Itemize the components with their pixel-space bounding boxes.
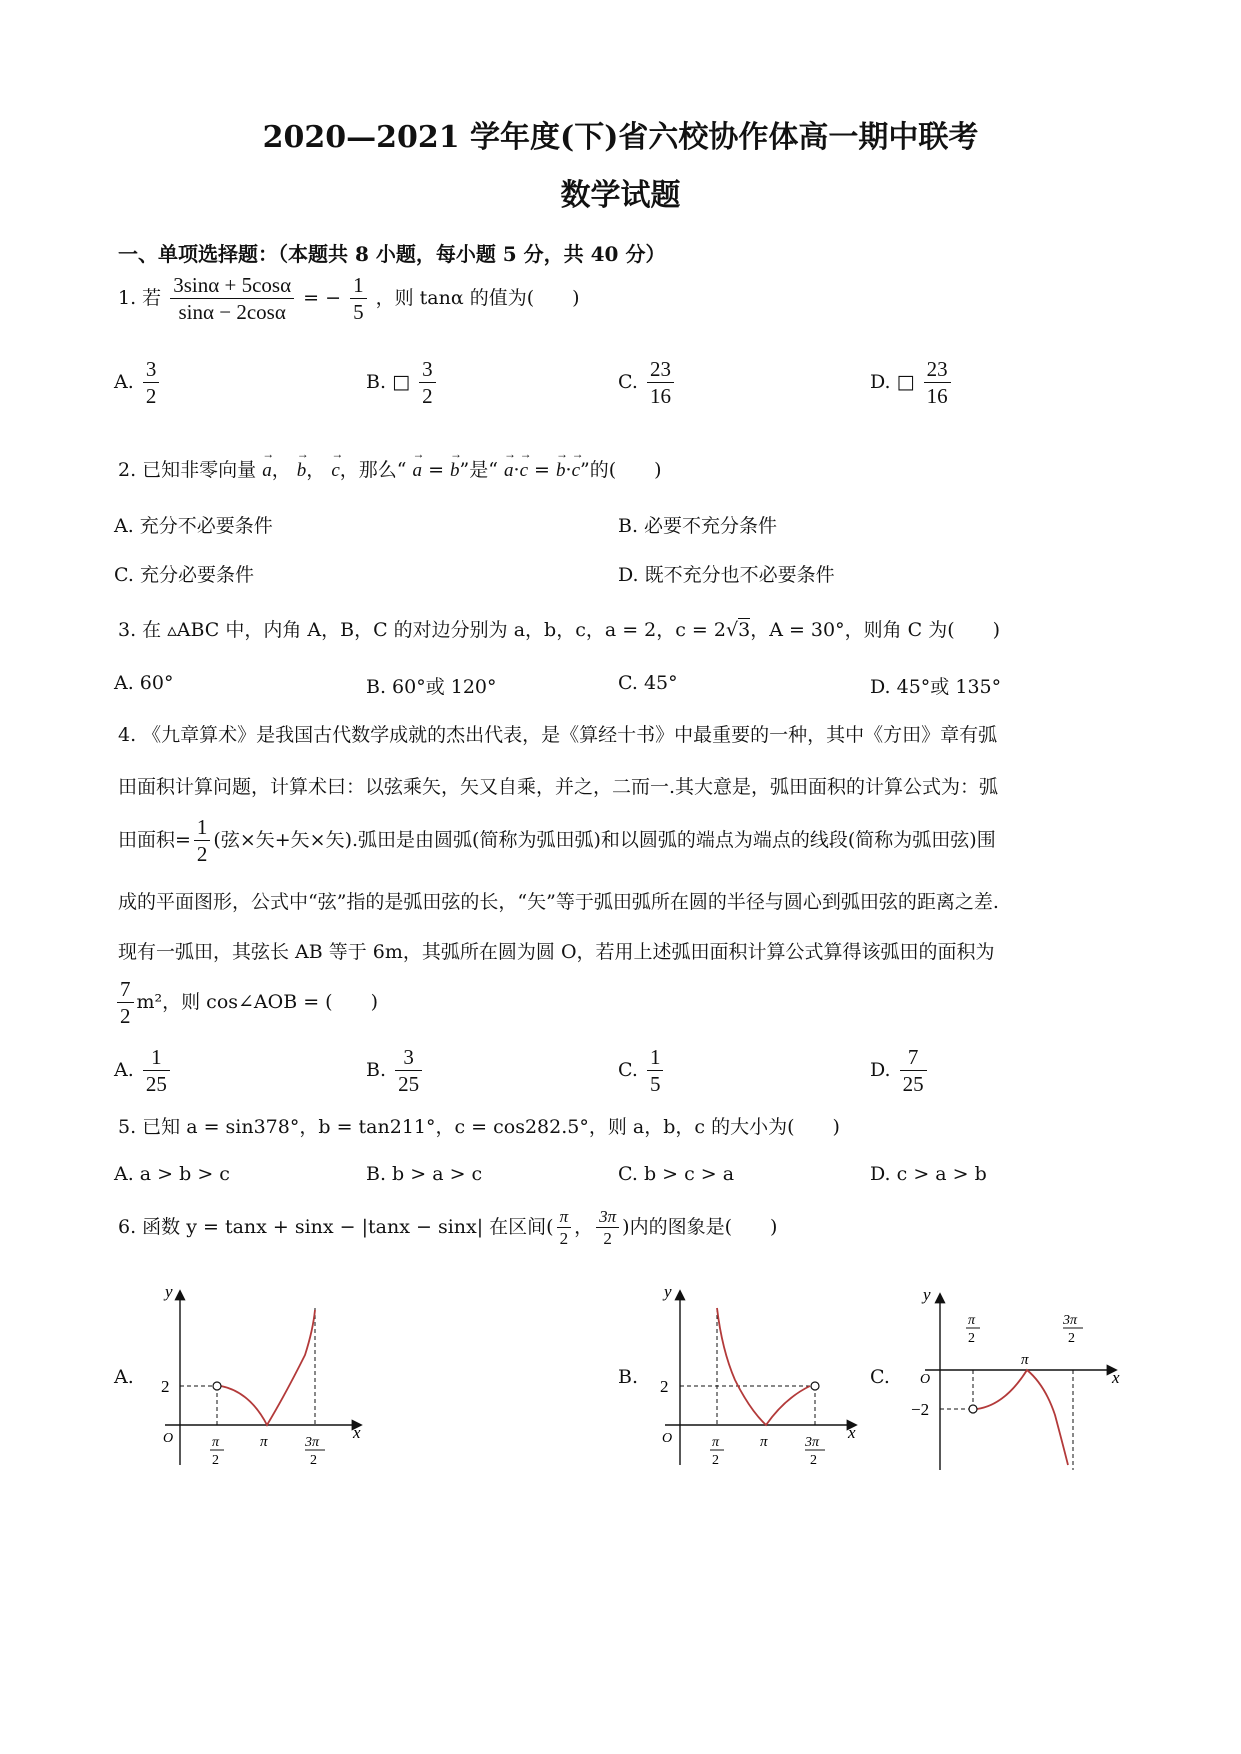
y-axis-label: y <box>923 1285 931 1304</box>
open-point <box>213 1382 221 1390</box>
tick-pi-half-den: 2 <box>712 1453 719 1468</box>
curve <box>221 1310 315 1425</box>
option-num: 1 <box>143 1044 170 1071</box>
q3-text: 3. 在 ▵ABC 中，内角 A，B，C 的对边分别为 a，b，c，a = 2，c = 2 <box>118 619 726 641</box>
q4-option-b <box>366 1044 425 1098</box>
option-label: B. <box>366 370 387 393</box>
q4-line-3 <box>118 814 996 868</box>
tick-pi-half-num: π <box>212 1435 220 1450</box>
frac-num: 3π <box>596 1206 619 1228</box>
q1-tail: ，则 tanα 的值为( ) <box>375 286 580 309</box>
tick-pi-half-num: π <box>712 1435 720 1450</box>
q3-option-c: C. 45° <box>618 672 678 694</box>
frac-num: 1 <box>194 814 211 841</box>
tick-pi: π <box>1021 1352 1029 1368</box>
tick-pi: π <box>260 1434 268 1450</box>
option-den: 2 <box>422 384 433 409</box>
q1-option-a <box>114 356 162 410</box>
graph-label-b: B. <box>618 1366 639 1388</box>
q2-sep: ， <box>306 459 326 481</box>
q5-option-c: C. b > c > a <box>618 1163 735 1185</box>
graph-c <box>905 1285 1135 1475</box>
option-label: B. <box>366 1058 387 1081</box>
open-point <box>811 1382 819 1390</box>
option-den: 25 <box>398 1072 420 1097</box>
frac-num: π <box>557 1206 572 1228</box>
q1-prefix: 1. 若 <box>118 286 162 309</box>
option-label: A. <box>114 1058 134 1081</box>
tick-3pi-half-den: 2 <box>810 1453 817 1468</box>
option-den: 2 <box>145 384 157 409</box>
q5-option-d: D. c > a > b <box>870 1163 987 1185</box>
option-den: 16 <box>649 384 671 409</box>
q4-line-1: 4. 《九章算术》是我国古代数学成就的杰出代表，是《算经十书》中最重要的一种，其中《方田》章有弧 <box>118 724 998 746</box>
option-prefix: □ <box>392 370 411 393</box>
tick-3pi-half-num: 3π <box>305 1435 320 1450</box>
q3-option-a: A. 60° <box>114 672 174 694</box>
q1-option-d <box>870 356 954 410</box>
q1-rhs-den: 5 <box>353 300 364 325</box>
tick-pi-half-num: π <box>968 1313 976 1328</box>
frac-den: 2 <box>120 1004 131 1029</box>
y-tick-neg-2: −2 <box>911 1400 930 1419</box>
q4-option-c <box>618 1044 666 1098</box>
vector-b: → b <box>297 460 307 482</box>
option-fraction <box>395 1044 422 1098</box>
open-point <box>969 1405 977 1413</box>
option-den: 25 <box>902 1072 924 1097</box>
q4-line-4: 成的平面图形，公式中“弦”指的是弧田弦的长，“矢”等于弧田弧所在圆的半径与圆心到弧田弦的距离之差. <box>118 891 999 913</box>
option-fraction <box>647 356 674 410</box>
q1-eq: = − <box>303 286 342 309</box>
option-num: 7 <box>900 1044 927 1071</box>
q3-option-b: B. 60°或 120° <box>366 676 497 698</box>
question-1 <box>118 272 580 326</box>
origin-label: O <box>662 1431 673 1446</box>
exam-subtitle: 数学试题 <box>560 178 681 213</box>
option-label: D. <box>870 370 891 393</box>
option-num: 3 <box>419 356 436 383</box>
tick-pi-half-den: 2 <box>968 1331 975 1346</box>
graph-b <box>650 1280 865 1475</box>
exam-title: 2020—2021 学年度(下)省六校协作体高一期中联考 <box>262 120 979 155</box>
dot-sign: · <box>513 459 520 481</box>
q3-text: ，A = 30°，则角 C 为( ) <box>750 619 1001 641</box>
option-den: 25 <box>145 1072 167 1097</box>
q2-option-a: A. 充分不必要条件 <box>114 515 273 537</box>
question-3 <box>118 615 1000 642</box>
tick-3pi-half-num: 3π <box>805 1435 820 1450</box>
q2-sep: ， <box>271 459 291 481</box>
option-fraction <box>900 1044 927 1098</box>
option-prefix: □ <box>896 370 915 393</box>
vector-a: → a <box>413 460 423 482</box>
x-axis-label: x <box>353 1423 361 1442</box>
q2-text: ，那么“ <box>339 459 407 481</box>
q4-text: 田面积= <box>118 828 191 851</box>
q1-denominator: sinα − 2cosα <box>178 300 286 325</box>
sqrt-value: 3 <box>738 619 751 641</box>
option-fraction <box>419 356 436 410</box>
x-axis-label: x <box>1112 1368 1120 1387</box>
q1-fraction <box>170 272 294 326</box>
q4-line-6 <box>114 976 378 1030</box>
question-6 <box>118 1206 777 1250</box>
option-fraction <box>924 356 951 410</box>
q2-option-b: B. 必要不充分条件 <box>618 515 778 537</box>
option-label: C. <box>618 1058 638 1081</box>
q4-option-a <box>114 1044 173 1098</box>
y-axis-label: y <box>664 1282 672 1301</box>
y-axis-label: y <box>165 1282 173 1301</box>
option-den: 5 <box>649 1072 661 1097</box>
option-num: 1 <box>647 1044 664 1071</box>
option-num: 23 <box>924 356 951 383</box>
eq-sign: = <box>528 459 557 481</box>
graph-a <box>155 1280 370 1475</box>
option-num: 3 <box>143 356 160 383</box>
vector-a: → a <box>262 460 272 482</box>
frac-den: 2 <box>559 1229 569 1249</box>
option-fraction <box>143 356 160 410</box>
q3-option-d: D. 45°或 135° <box>870 676 1002 698</box>
vector-a: → a <box>504 460 514 482</box>
q4-option-d <box>870 1044 930 1098</box>
q6-text: )内的图象是( ) <box>622 1215 778 1238</box>
y-tick-2: 2 <box>161 1377 170 1396</box>
tick-pi-half-den: 2 <box>212 1453 219 1468</box>
q5-option-a: A. a > b > c <box>114 1163 230 1185</box>
graph-label-c: C. <box>870 1366 890 1388</box>
frac-den: 2 <box>196 842 208 867</box>
q6-fraction-3pi-half <box>596 1206 619 1250</box>
q1-numerator: 3sinα + 5cosα <box>170 272 294 299</box>
q4-line-5: 现有一弧田，其弦长 AB 等于 6m，其弧所在圆为圆 O，若用上述弧田面积计算公式算得该弧田的面积为 <box>118 941 995 963</box>
option-label: A. <box>114 370 134 393</box>
option-fraction <box>143 1044 170 1098</box>
q4-line-2: 田面积计算问题，计算术曰：以弦乘矢，矢又自乘，并之，二而一.其大意是，弧田面积的计算公式为：弧 <box>118 776 999 798</box>
q2-text: 2. 已知非零向量 <box>118 459 257 481</box>
curve <box>977 1370 1068 1465</box>
vector-b: → b <box>556 460 566 482</box>
option-num: 23 <box>647 356 674 383</box>
eq-sign: = <box>422 459 451 481</box>
option-den: 16 <box>926 384 948 409</box>
q2-text: ”是“ <box>459 459 498 481</box>
origin-label: O <box>163 1431 174 1446</box>
question-2 <box>118 455 662 482</box>
q4-text: m²，则 cos∠AOB = ( ) <box>136 990 379 1013</box>
q2-option-d: D. 既不充分也不必要条件 <box>618 564 835 586</box>
q6-sep: ， <box>574 1215 594 1238</box>
origin-label: O <box>920 1372 931 1387</box>
q1-rhs-num: 1 <box>350 272 367 299</box>
tick-3pi-half-num: 3π <box>1063 1313 1078 1328</box>
tick-pi: π <box>760 1434 768 1450</box>
q2-option-c: C. 充分必要条件 <box>114 564 254 586</box>
vector-c: → c <box>572 460 580 482</box>
q4-text: (弦×矢+矢×矢).弧田是由圆弧(简称为弧田弧)和以圆弧的端点为端点的线段(简称为弧田弦)围 <box>213 828 996 851</box>
option-num: 3 <box>395 1044 422 1071</box>
x-axis-label: x <box>848 1423 856 1442</box>
option-fraction <box>647 1044 664 1098</box>
q4-area-fraction <box>117 976 134 1030</box>
q1-rhs-fraction <box>350 272 367 326</box>
y-tick-2: 2 <box>660 1377 669 1396</box>
q6-text: 6. 函数 y = tanx + sinx − |tanx − sinx| 在区间( <box>118 1215 554 1238</box>
graph-label-a: A. <box>114 1366 134 1388</box>
frac-num: 7 <box>117 976 134 1003</box>
question-5: 5. 已知 a = sin378°，b = tan211°，c = cos282.5°，则 a，b，c 的大小为( ) <box>118 1116 840 1138</box>
tick-3pi-half-den: 2 <box>1068 1331 1075 1346</box>
q1-option-c <box>618 356 677 410</box>
sqrt-sign: √ <box>725 619 739 641</box>
dot-sign: · <box>565 459 572 481</box>
option-label: C. <box>618 370 638 393</box>
vector-b: → b <box>450 460 460 482</box>
section-heading: 一、单项选择题：（本题共 8 小题，每小题 5 分，共 40 分） <box>118 242 666 266</box>
tick-3pi-half-den: 2 <box>310 1453 317 1468</box>
option-label: D. <box>870 1058 891 1081</box>
vector-c: → c <box>520 460 528 482</box>
q1-option-b <box>366 356 439 410</box>
frac-den: 2 <box>603 1229 612 1249</box>
curve <box>717 1308 810 1425</box>
q6-fraction-pi-half <box>557 1206 572 1250</box>
vector-c: → c <box>331 460 339 482</box>
q5-option-b: B. b > a > c <box>366 1163 483 1185</box>
q4-half-fraction <box>194 814 211 868</box>
q2-text: ”的( ) <box>580 459 662 481</box>
